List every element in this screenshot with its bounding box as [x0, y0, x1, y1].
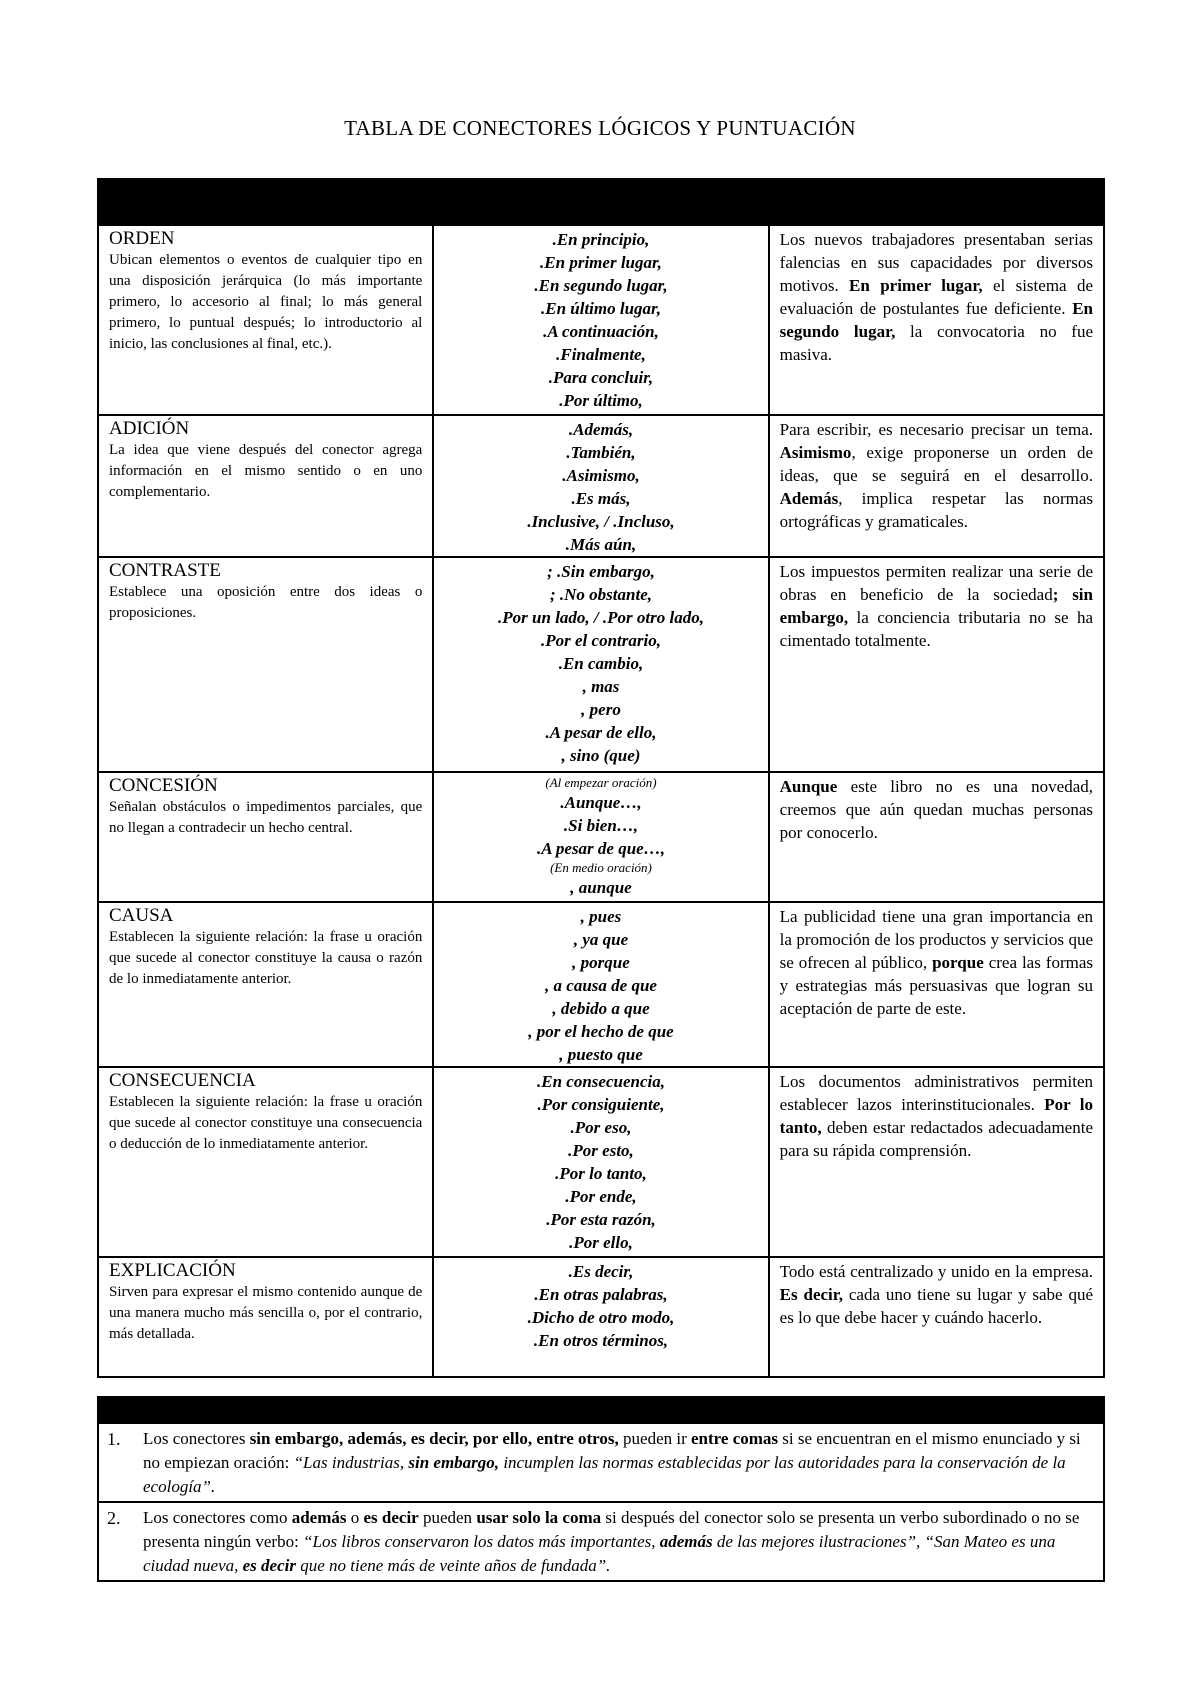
note-segment: pueden: [418, 1508, 477, 1527]
category-name: CAUSA: [109, 905, 174, 926]
table-row: [98, 225, 1104, 415]
connector-item: , pero: [581, 700, 621, 719]
category-description: Establece una oposición entre dos ideas o proposiciones.: [109, 584, 423, 621]
connectors-cell: [433, 225, 768, 415]
example-text: [780, 1070, 1093, 1162]
note-segment: que no tiene más de veinte años de fundada”.: [295, 1556, 611, 1575]
example-text: [780, 905, 1093, 1020]
note-segment: es decir: [363, 1508, 419, 1527]
example-segment: , implica respetar las normas ortográficas y gramaticales.: [779, 489, 1093, 531]
example-connector: ; sin embargo,: [779, 585, 1093, 627]
example-cell: [769, 902, 1104, 1067]
category-name: ADICIÓN: [109, 418, 190, 439]
connector-item: , porque: [572, 953, 630, 972]
example-connector: Aunque: [779, 777, 838, 796]
connector-item: .Para concluir,: [548, 368, 654, 387]
note-segment: además: [291, 1508, 347, 1527]
connector-note: (En medio oración): [550, 860, 652, 875]
connector-item: , por el hecho de que: [528, 1022, 674, 1041]
example-segment: el sistema de evaluación de postulantes fue deficiente.: [779, 276, 1093, 318]
example-text: [780, 560, 1093, 652]
connector-item: .En otras palabras,: [534, 1285, 668, 1304]
connector-item: .Es decir,: [568, 1262, 634, 1281]
connector-item: .En otros términos,: [533, 1331, 669, 1350]
connector-item: .Además,: [568, 420, 634, 439]
connector-item: .En primer lugar,: [540, 253, 662, 272]
category-description: La idea que viene después del conector agrega información en el mismo sentido o en uno complementario.: [109, 442, 423, 500]
note-segment: o: [346, 1508, 364, 1527]
connectors-cell: [433, 415, 768, 557]
category-description: Ubican elementos o eventos de cualquier tipo en una disposición jerárquica (lo más importante primero, lo accesorio al final; lo más general primero, lo puntual después; lo introductorio al inicio, las conclusiones al final, etc.).: [109, 252, 423, 352]
example-segment: Para escribir, es necesario precisar un tema.: [779, 420, 1093, 439]
connector-item: .Por esta razón,: [546, 1210, 656, 1229]
connector-item: .Asimismo,: [562, 466, 640, 485]
connector-note: (Al empezar oración): [545, 775, 657, 790]
connector-item: , puesto que: [559, 1045, 643, 1064]
note-text: [143, 1506, 1093, 1578]
connector-item: .Inclusive, / .Incluso,: [527, 512, 675, 531]
note-segment: sin embargo, además, es decir, por ello, entre otros,: [249, 1429, 619, 1448]
example-cell: [769, 772, 1104, 902]
table-row: [98, 1067, 1104, 1257]
connector-item: , pues: [580, 907, 622, 926]
note-segment: Los conectores como: [143, 1508, 292, 1527]
example-segment: deben estar redactados adecuadamente para su rápida comprensión.: [779, 1118, 1093, 1160]
page-title: TABLA DE CONECTORES LÓGICOS Y PUNTUACIÓN: [344, 116, 856, 140]
category-cell: [98, 415, 433, 557]
note-number: 2.: [107, 1508, 121, 1528]
example-segment: Los nuevos trabajadores presentaban serias falencias en sus capacidades por diversos motivos.: [779, 230, 1093, 295]
example-connector: porque: [932, 953, 984, 972]
example-segment: este libro no es una novedad, creemos que aún quedan muchas personas por conocerlo.: [779, 777, 1093, 842]
punctuation-notes-table: [97, 1396, 1105, 1582]
example-connector: Es decir,: [779, 1285, 843, 1304]
connectors-cell: [433, 1067, 768, 1257]
connector-item: .Por un lado, / .Por otro lado,: [498, 608, 704, 627]
note-segment: además: [659, 1532, 713, 1551]
example-text: [780, 1260, 1093, 1329]
example-connector: Además: [779, 489, 839, 508]
connector-item: , mas: [582, 677, 620, 696]
connector-item: .Por ello,: [569, 1233, 633, 1252]
category-name: CONSECUENCIA: [109, 1070, 256, 1091]
example-connector: En segundo lugar,: [779, 299, 1093, 341]
example-segment: , exige proponerse un orden de ideas, que se seguirá en el desarrollo.: [779, 443, 1093, 485]
connectors-cell: [433, 557, 768, 772]
note-row: [98, 1423, 1104, 1502]
category-name: EXPLICACIÓN: [109, 1260, 236, 1281]
example-connector: En primer lugar,: [849, 276, 983, 295]
example-segment: cada uno tiene su lugar y sabe qué es lo que debe hacer y cuándo hacerlo.: [779, 1285, 1093, 1327]
connector-item: .A pesar de que…,: [537, 839, 665, 858]
connector-item: .Por el contrario,: [541, 631, 661, 650]
example-text: [780, 418, 1093, 533]
example-cell: [769, 557, 1104, 772]
connector-item: ; .Sin embargo,: [547, 562, 655, 581]
connector-item: .Por lo tanto,: [555, 1164, 647, 1183]
connector-item: .Por esto,: [568, 1141, 634, 1160]
connectors-cell: [433, 772, 768, 902]
example-connector: Por lo tanto,: [779, 1095, 1093, 1137]
table-row: [98, 902, 1104, 1067]
note-cell: [98, 1423, 1104, 1502]
connector-item: .Más aún,: [565, 535, 637, 554]
connector-item: .A continuación,: [543, 322, 659, 341]
category-cell: [98, 1257, 433, 1377]
note-segment: incumplen las normas establecidas por las autoridades para la conservación de la ecología”.: [143, 1453, 1066, 1496]
example-segment: La publicidad tiene una gran importancia en la promoción de los productos y servicios que se ofrecen al público,: [779, 907, 1093, 972]
note-number: 1.: [107, 1429, 121, 1449]
category-cell: [98, 902, 433, 1067]
connector-item: .Es más,: [571, 489, 631, 508]
connector-item: .Por consiguiente,: [537, 1095, 665, 1114]
connector-item: .Por último,: [559, 391, 643, 410]
connector-item: .Dicho de otro modo,: [527, 1308, 675, 1327]
note-segment: sin embargo,: [408, 1453, 500, 1472]
connectors-table: [97, 178, 1105, 1378]
example-connector: Asimismo: [779, 443, 852, 462]
connector-item: .En último lugar,: [540, 299, 661, 318]
connector-item: , a causa de que: [545, 976, 657, 995]
note-segment: si se encuentran en el mismo enunciado y si no empiezan oración:: [143, 1429, 1081, 1472]
note-cell: [98, 1502, 1104, 1581]
connector-item: .Finalmente,: [556, 345, 646, 364]
example-cell: [769, 415, 1104, 557]
category-name: CONTRASTE: [109, 560, 221, 581]
category-description: Establecen la siguiente relación: la frase u oración que sucede al conector constituye una consecuencia o deducción de lo inmediatamente anterior.: [109, 1094, 423, 1152]
example-cell: [769, 1257, 1104, 1377]
example-segment: la convocatoria no fue masiva.: [779, 322, 1094, 364]
connectors-cell: [433, 902, 768, 1067]
note-row: [98, 1502, 1104, 1581]
note-segment: entre comas: [691, 1429, 779, 1448]
connector-item: , aunque: [570, 878, 632, 897]
connector-item: .En consecuencia,: [537, 1072, 665, 1091]
category-cell: [98, 1067, 433, 1257]
note-segment: “Las industrias,: [293, 1453, 409, 1472]
connector-item: ; .No obstante,: [549, 585, 652, 604]
connector-item: , sino (que): [561, 746, 641, 765]
table-header-bar: [98, 179, 1104, 225]
category-cell: [98, 225, 433, 415]
category-cell: [98, 772, 433, 902]
connector-item: .En segundo lugar,: [534, 276, 668, 295]
category-description: Sirven para expresar el mismo contenido aunque de una manera mucho más sencilla o, por el contrario, más detallada.: [109, 1284, 423, 1342]
category-description: Establecen la siguiente relación: la frase u oración que sucede al conector constituye la causa o razón de lo inmediatamente anterior.: [109, 929, 423, 987]
connector-item: .Aunque…,: [560, 793, 642, 812]
connector-item: .En cambio,: [558, 654, 644, 673]
example-segment: crea las formas y estrategias más persuasivas que logran su aceptación de parte de este.: [779, 953, 1093, 1018]
example-segment: Los documentos administrativos permiten establecer lazos interinstitucionales.: [779, 1072, 1093, 1114]
example-text: [780, 775, 1093, 844]
table-row: [98, 1257, 1104, 1377]
note-text: [143, 1427, 1093, 1499]
table-row: [98, 772, 1104, 902]
note-segment: “Los libros conservaron los datos más importantes,: [303, 1532, 660, 1551]
connector-item: .Si bien…,: [563, 816, 639, 835]
connector-item: , ya que: [573, 930, 629, 949]
example-cell: [769, 1067, 1104, 1257]
category-name: CONCESIÓN: [109, 775, 218, 796]
note-segment: es decir: [242, 1556, 296, 1575]
category-name: ORDEN: [109, 228, 175, 249]
category-description: Señalan obstáculos o impedimentos parciales, que no llegan a contradecir un hecho central.: [109, 799, 423, 836]
note-segment: de las mejores ilustraciones”, “San Mateo es una ciudad nueva,: [143, 1532, 1056, 1575]
note-segment: Los conectores: [143, 1429, 250, 1448]
example-segment: la conciencia tributaria no se ha cimentado totalmente.: [779, 608, 1093, 650]
note-segment: pueden ir: [618, 1429, 692, 1448]
connector-item: , debido a que: [552, 999, 650, 1018]
example-text: [780, 228, 1093, 366]
connector-item: .A pesar de ello,: [545, 723, 657, 742]
notes-header-bar: [98, 1397, 1104, 1423]
connector-item: .Por eso,: [570, 1118, 632, 1137]
example-segment: Todo está centralizado y unido en la empresa.: [779, 1262, 1093, 1281]
category-cell: [98, 557, 433, 772]
connector-item: .Por ende,: [565, 1187, 637, 1206]
example-segment: Los impuestos permiten realizar una serie de obras en beneficio de la sociedad: [779, 562, 1093, 604]
table-row: [98, 557, 1104, 772]
connector-item: .En principio,: [552, 230, 650, 249]
note-segment: si después del conector solo se presenta un verbo subordinado o no se presenta ningún verbo:: [143, 1508, 1080, 1551]
table-row: [98, 415, 1104, 557]
connectors-cell: [433, 1257, 768, 1377]
connector-item: .También,: [566, 443, 636, 462]
note-segment: usar solo la coma: [476, 1508, 602, 1527]
example-cell: [769, 225, 1104, 415]
